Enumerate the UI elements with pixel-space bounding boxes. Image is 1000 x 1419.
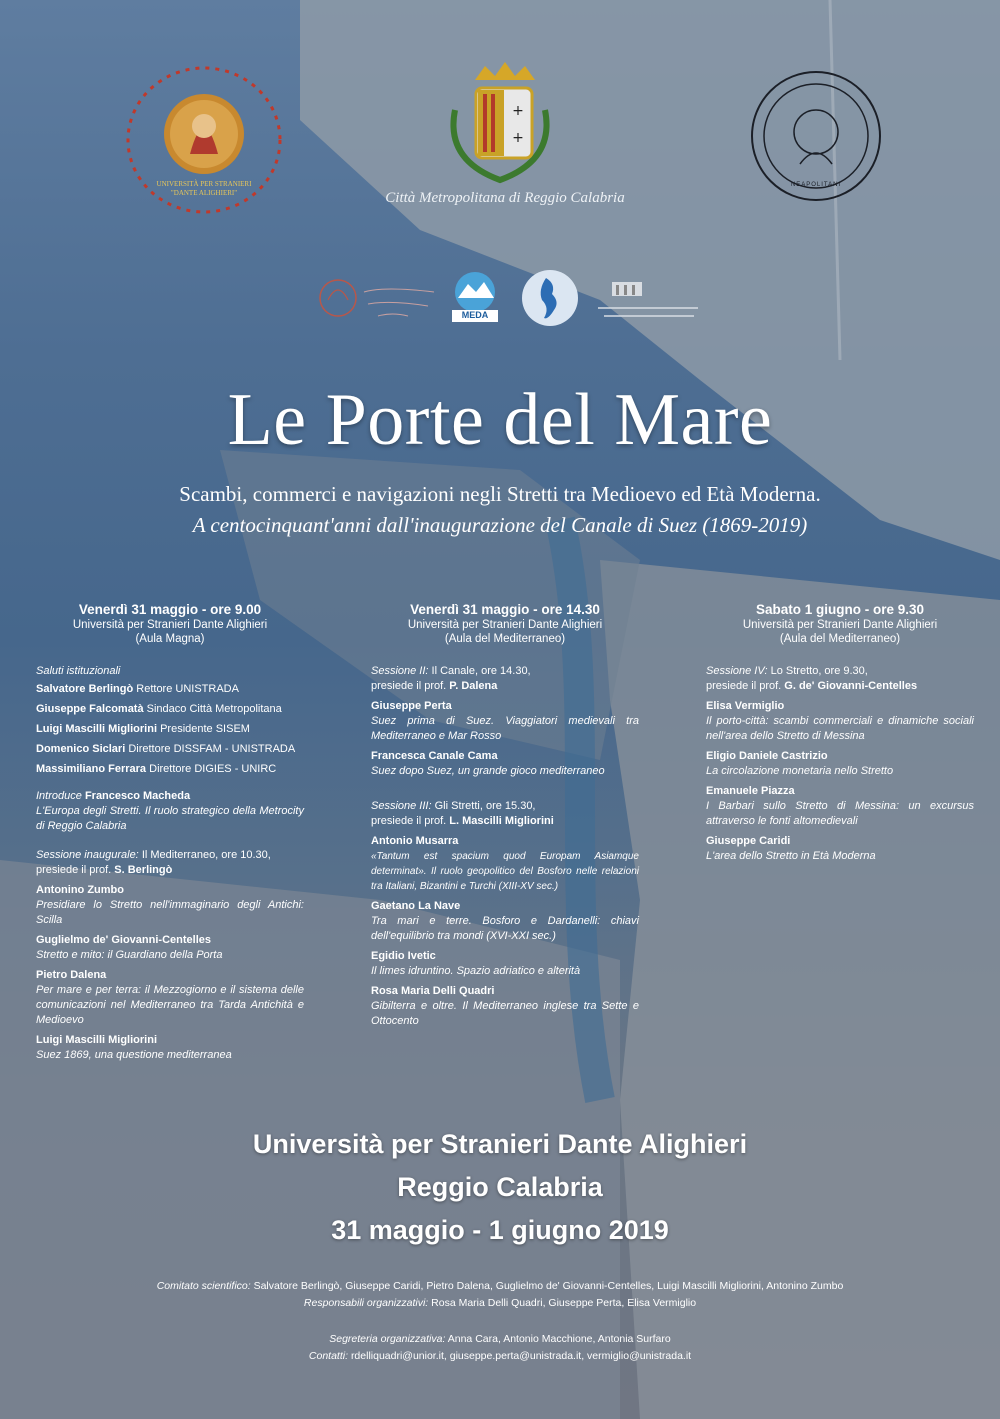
- day1-intro: Introduce Francesco Macheda L'Europa degli Stretti. Il ruolo strategico della Metrocity di Reggio Calabria: [36, 790, 304, 832]
- intro-text: L'Europa degli Stretti. Il ruolo strategico della Metrocity di Reggio Calabria: [36, 805, 304, 832]
- day2-header: Venerdì 31 maggio - ore 14.30: [410, 602, 600, 617]
- venue-university: Università per Stranieri Dante Alighieri: [252, 1129, 748, 1159]
- svg-text:+: +: [512, 130, 524, 146]
- talk-item: Elisa Vermiglio Il porto-città: scambi commerciali e dinamiche sociali nell'area dello Stretto di Messina: [706, 700, 974, 742]
- day3-header: Sabato 1 giugno - ore 9.30: [755, 602, 925, 617]
- talk-item: Luigi Mascilli Migliorini Suez 1869, una questione mediterranea: [36, 1034, 232, 1061]
- talk-item: Rosa Maria Delli Quadri Gibilterra e oltre. Il Mediterraneo inglese tra Sette e Ottocento: [371, 985, 639, 1027]
- comitato-line: Comitato scientifico: Salvatore Berlingò, Giuseppe Caridi, Pietro Dalena, Guglielmo de' Giovanni-Centelles, Luigi Mascilli Migliorini, Antonino Zumbo: [156, 1280, 844, 1292]
- city-crest-logo: [440, 60, 570, 185]
- talk-item: Francesca Canale Cama Suez dopo Suez, un grande gioco mediterraneo: [371, 750, 605, 777]
- partner-logo-1: [316, 270, 444, 330]
- speaker-item: Salvatore Berlingò Rettore UNISTRADA: [36, 683, 239, 695]
- meda-label: MEDA: [461, 310, 489, 320]
- day3-room: (Aula del Mediterraneo): [779, 633, 901, 645]
- seal-text: NEAPOLITANI: [790, 182, 842, 188]
- partner-script-icon: [316, 270, 444, 330]
- svg-text:+: +: [512, 103, 524, 119]
- talk-item: Eligio Daniele Castrizio La circolazione monetaria nello Stretto: [706, 750, 894, 777]
- footer-contacts: [0, 1331, 1000, 1365]
- day1-room: (Aula Magna): [135, 633, 205, 645]
- program-day3: [706, 602, 974, 864]
- napoli-seal-logo: [748, 68, 884, 204]
- building-icon: [598, 278, 702, 328]
- talk-item: Pietro Dalena Per mare e per terra: il Mezzogiorno e il sistema delle comunicazioni nel Mediterraneo tra Tarda Antichità e Medioevo: [36, 969, 304, 1026]
- poster-subtitle: Scambi, commerci e navigazioni negli Stretti tra Medioevo ed Età Moderna.: [179, 482, 821, 506]
- day1-place: Università per Stranieri Dante Alighieri: [72, 619, 268, 631]
- speaker-item: Luigi Mascilli Migliorini Presidente SISEM: [36, 723, 250, 735]
- poster-subtitle-italic: A centocinquant'anni dall'inaugurazione del Canale di Suez (1869-2019): [192, 513, 808, 537]
- day1-header: Venerdì 31 maggio - ore 9.00: [78, 602, 262, 617]
- venue-city: Reggio Calabria: [397, 1172, 603, 1202]
- unistrada-logo: [120, 62, 288, 222]
- speaker-item: Giuseppe Falcomatà Sindaco Città Metropolitana: [36, 703, 282, 715]
- day2-place: Università per Stranieri Dante Alighieri: [407, 619, 603, 631]
- segreteria-line: Segreteria organizzativa: Anna Cara, Antonio Macchione, Antonia Surfaro: [329, 1333, 671, 1345]
- laurel-wreath-icon: [120, 62, 288, 222]
- venue-dates: 31 maggio - 1 giugno 2019: [331, 1215, 669, 1245]
- contact-emails[interactable]: rdelliquadri@unior.it, giuseppe.perta@unistrada.it, vermiglio@unistrada.it: [350, 1350, 692, 1362]
- venue-block: [0, 1123, 1000, 1252]
- calabria-map-logo: [520, 268, 580, 328]
- contatti-line: Contatti: rdelliquadri@unior.it, giuseppe.perta@unistrada.it, vermiglio@unistrada.it: [308, 1350, 692, 1362]
- talk-item: Guglielmo de' Giovanni-Centelles Stretto e mito: il Guardiano della Porta: [36, 934, 223, 961]
- meda-logo: [448, 270, 502, 326]
- speaker-list: [36, 682, 304, 777]
- crest-icon: [440, 60, 570, 185]
- day2-room: (Aula del Mediterraneo): [444, 633, 566, 645]
- speaker-item: Domenico Siclari Direttore DISSFAM - UNISTRADA: [36, 743, 296, 755]
- talk-item: Gaetano La Nave Tra mari e terre. Bosforo e Dardanelli: chiavi dell'equilibrio tra mondi (XVI-XXI sec.): [371, 900, 639, 942]
- day1-session: Sessione inaugurale: Il Mediterraneo, ore 10.30, presiede il prof. S. Berlingò: [36, 849, 271, 876]
- speaker-item: Massimiliano Ferrara Direttore DIGIES - UNIRC: [36, 763, 277, 775]
- program-day2: [371, 602, 639, 1029]
- day1-saluti-label: Saluti istituzionali: [36, 665, 121, 677]
- talk-item: Antonino Zumbo Presidiare lo Stretto nell'immaginario degli Antichi: Scilla: [36, 884, 304, 926]
- day2-session2: Sessione II: Il Canale, ore 14.30, presiede il prof. P. Dalena: [371, 665, 531, 692]
- talk-item: Giuseppe Caridi L'area dello Stretto in Età Moderna: [706, 835, 876, 862]
- talk-item: Emanuele Piazza I Barbari sullo Stretto di Messina: un excursus attraverso le fonti altomedievali: [706, 785, 974, 827]
- day3-place: Università per Stranieri Dante Alighieri: [742, 619, 938, 631]
- poster-title: Le Porte del Mare: [227, 379, 773, 461]
- footer-committees: [0, 1278, 1000, 1312]
- unistrada-logo-text: UNIVERSITÀ PER STRANIERI "DANTE ALIGHIERI": [156, 180, 252, 197]
- day2-session3: Sessione III: Gli Stretti, ore 15.30, presiede il prof. L. Mascilli Migliorini: [371, 800, 554, 827]
- talk-item: Antonio Musarra «Tantum est spacium quod Europam Asiamque determinat». Il ruolo geopolitico del Bosforo nelle relazioni tra Italiani, Bizantini e Turchi (XIII-XV sec.): [371, 835, 639, 892]
- talk-item: Egidio Ivetic Il limes idruntino. Spazio adriatico e alterità: [371, 950, 581, 977]
- calabria-map-icon: [520, 268, 580, 328]
- program-day1: [36, 602, 304, 1063]
- city-caption: Città Metropolitana di Reggio Calabria: [385, 190, 625, 206]
- talk-item: Giuseppe Perta Suez prima di Suez. Viaggiatori medievali tra Mediterraneo e Mar Rosso: [371, 700, 639, 742]
- responsabili-line: Responsabili organizzativi: Rosa Maria Delli Quadri, Giuseppe Perta, Elisa Vermiglio: [303, 1297, 697, 1309]
- day3-session4: Sessione IV: Lo Stretto, ore 9.30, presiede il prof. G. de' Giovanni-Centelles: [706, 665, 918, 692]
- societa-logo: [598, 278, 702, 328]
